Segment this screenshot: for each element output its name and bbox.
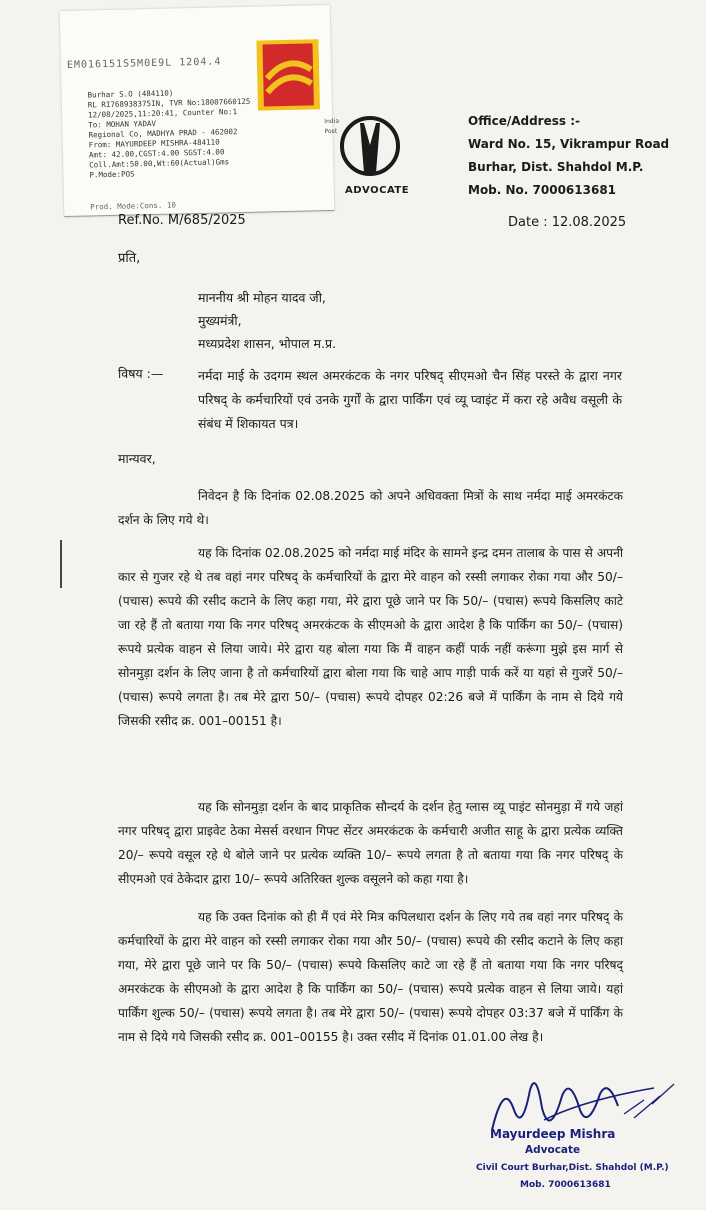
- india-post-label: India Post: [324, 117, 340, 136]
- subject-label: विषय :—: [118, 366, 164, 381]
- receipt-line: 12/08/2025,11:20:41, Counter No:1: [87, 107, 238, 120]
- office-address: [468, 110, 669, 202]
- recipient-address: [198, 286, 336, 355]
- stamp-mobile: Mob. 7000613681: [520, 1180, 611, 1190]
- body-paragraph: निवेदन है कि दिनांक 02.08.2025 को अपने अधिवक्ता मित्रों के साथ नर्मदा माई अमरकंटक दर्शन के लिए गये थे।: [118, 489, 623, 527]
- receipt-line: Amt: 42.00,CGST:4.00 SGST:4.00: [88, 147, 225, 160]
- recipient-line2: मुख्यमंत्री,: [198, 313, 242, 328]
- office-line2: Burhar, Dist. Shahdol M.P.: [468, 160, 644, 174]
- receipt-line: From: MAYURDEEP MISHRA-484110: [88, 137, 220, 150]
- receipt-line: Regional Co, MADHYA PRAD - 462002: [88, 127, 238, 140]
- body-paragraph: यह कि दिनांक 02.08.2025 को नर्मदा माई मंदिर के सामने इन्द्र दमन तालाब के पास से अपनी कार से गुजर रहे थे तब वहां नगर परिषद् के कर्मचारियों के द्वारा मेरे वाहन को रस्सी लगाकर रोका गया और 50/– (पचास) रूपये की रसीद कटाने के लिए कहा गया, मेरे द्वारा पूछे जाने पर कि 50/– (पचास) रूपये किसलिए काटे जा रहे हैं तो बताया गया कि नगर परिषद् अमरकंटक के सीएमओ के द्वारा आदेश है कि पार्किंग का 50/– (पचास) रूपये प्रत्येक वाहन से लिया जाये। मेरे द्वारा यह बोला गया कि मैं वाहन कहीं पार्क नहीं करूंगा मुझे इस मार्ग से सोनमुड़ा दर्शन के लिए जाना है तो कर्मचारियों द्वारा बोला गया कि चाहे आप गाड़ी पार्क करें या यहां से गुजरें 50/– (पचास) रूपये लगता है। तब मेरे द्वारा 50/– (पचास) रूपये दोपहर 02:26 बजे में पार्किंग के नाम से दिये गये जिसकी रसीद क्र. 001–00151 है।: [118, 546, 623, 728]
- emblem-label: ADVOCATE: [345, 185, 410, 196]
- subject-text: नर्मदा माई के उदगम स्थल अमरकंटक के नगर परिषद् सीएमओ चैन सिंह परस्ते के द्वारा नगर परिषद् के कर्मचारियों एवं उनके गुर्गों के द्वारा पार्किंग एवं व्यू प्वाइंट में करा रहे अवैध वसूली के संबंध में शिकायत पत्र।: [198, 368, 622, 431]
- body-paragraph: यह कि सोनमुड़ा दर्शन के बाद प्राकृतिक सौन्दर्य के दर्शन हेतु ग्लास व्यू पाइंट सोनमुड़ा में गये जहां नगर परिषद् द्वारा प्राइवेट ठेका मेसर्स वरधान गिफ्ट सेंटर अमरकंटक के कर्मचारी अजीत साहू के द्वारा प्रत्येक व्यक्ति 20/– रूपये वसूल रहे थे बोले जाने पर प्रत्येक व्यक्ति 10/– रूपये लगता है तो बताया गया कि नगर परिषद् के सीएमओ एवं ठेकेदार द्वारा 10/– रूपये अतिरिक्त शुल्क वसूलने को कहा गया है।: [118, 800, 623, 886]
- reference-number: Ref.No. M/685/2025: [118, 213, 246, 228]
- stamp-court: Civil Court Burhar,Dist. Shahdol (M.P.): [476, 1163, 669, 1173]
- receipt-line: Burhar S.O (484110): [87, 88, 174, 100]
- receipt-line: Coll.Amt:50.00,Wt:60(Actual)Gms: [89, 157, 230, 170]
- india-post-logo-icon: [256, 39, 320, 110]
- to-label: प्रति,: [118, 251, 141, 266]
- postal-receipt: [60, 5, 340, 217]
- advocate-emblem-icon: [340, 115, 400, 177]
- office-heading: Office/Address :-: [468, 114, 580, 128]
- body-paragraph: यह कि उक्त दिनांक को ही मैं एवं मेरे मित्र कपिलधारा दर्शन के लिए गये तब वहां नगर परिषद् के कर्मचारियों के द्वारा मेरे वाहन को रस्सी लगाकर रोका गया और 50/– (पचास) रूपये की रसीद कटाने के लिए कहा गया, मेरे द्वारा पूछे जाने पर कि 50/– (पचास) रूपये किसलिए काटे जा रहे हैं तो बताया गया कि नगर परिषद् अमरकंटक के सीएमओ के द्वारा आदेश है कि पार्किंग का 50/– (पचास) रूपये प्रत्येक वाहन से लिया जाये। यहां पार्किंग शुल्क 50/– (पचास) रूपये लगता है। तब मेरे द्वारा 50/– (पचास) रूपये दोपहर 03:37 बजे में पार्किंग के नाम से दिये गये जिसकी रसीद क्र. 001–00155 है। उक्त रसीद में दिनांक 01.01.00 लेख है।: [118, 910, 623, 1044]
- recipient-line1: माननीय श्री मोहन यादव जी,: [198, 290, 326, 305]
- receipt-code: EM016151S5M0E9L 1204.4: [66, 56, 222, 71]
- stamp-name: Mayurdeep Mishra: [490, 1127, 616, 1141]
- office-mobile: Mob. No. 7000613681: [468, 183, 617, 197]
- receipt-line: To: MOHAN YADAV: [88, 118, 157, 130]
- stamp-title: Advocate: [525, 1144, 581, 1156]
- recipient-line3: मध्यप्रदेश शासन, भोपाल म.प्र.: [198, 336, 337, 351]
- letter-date: Date : 12.08.2025: [508, 215, 627, 230]
- receipt-footer: Prod. Mode:Cons. 10: [90, 200, 177, 212]
- salutation: मान्यवर,: [118, 451, 156, 466]
- receipt-line: P.Mode:POS: [89, 169, 135, 180]
- receipt-line: RL RI768938375IN, TVR No:18007660125: [87, 96, 251, 110]
- margin-mark: [60, 540, 62, 588]
- office-line1: Ward No. 15, Vikrampur Road: [468, 137, 670, 151]
